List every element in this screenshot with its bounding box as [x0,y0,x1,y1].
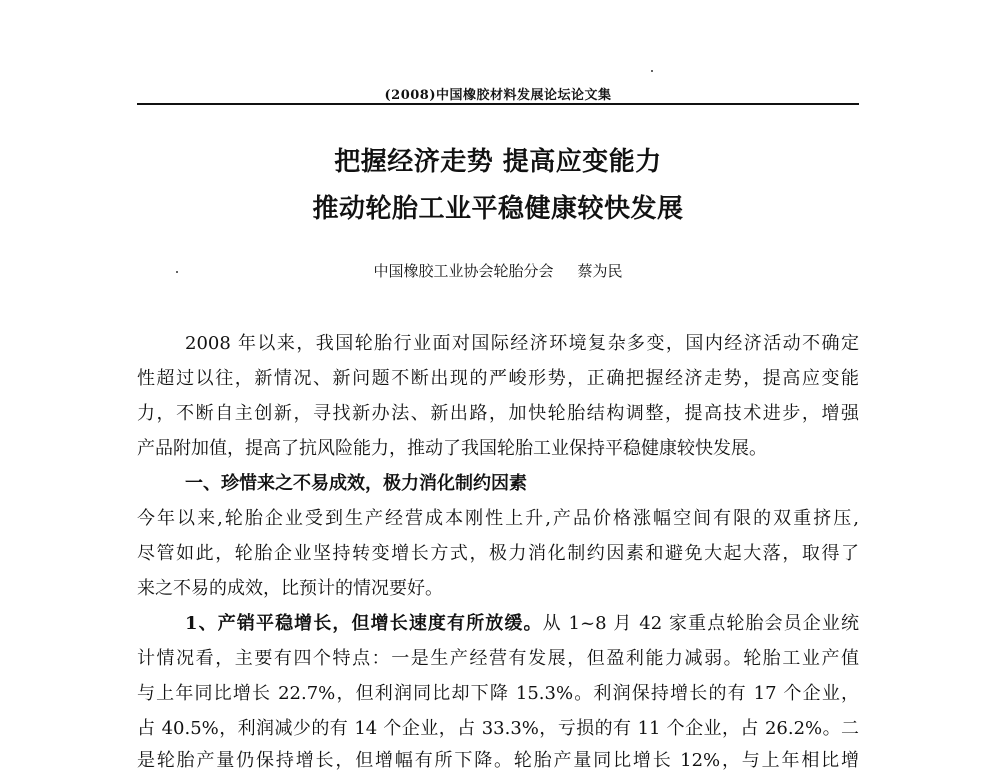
body-line: 计情况看，主要有四个特点：一是生产经营有发展，但盈利能力减弱。轮胎工业产值 [137,648,859,669]
body-line [185,609,859,639]
body-line: 是轮胎产量仍保持增长，但增幅有所下降。轮胎产量同比增长 12%，与上年相比增 [137,750,859,771]
body-line: 力，不断自主创新，寻找新办法、新出路，加快轮胎结构调整，提高技术进步，增强 [137,403,859,424]
body-line: 尽管如此，轮胎企业坚持转变增长方式，极力消化制约因素和避免大起大落，取得了 [137,543,859,564]
scan-speck [651,70,653,72]
body-line: 与上年同比增长 22.7%，但利润同比却下降 15.3%。利润保持增长的有 17 个企业， [137,683,859,704]
body-line: 来之不易的成效，比预计的情况要好。 [137,578,443,599]
body-line: 占 40.5%，利润减少的有 14 个企业，占 33.3%，亏损的有 11 个企业，占 26.2%。二 [137,718,859,739]
byline-author: 蔡为民 [577,262,623,280]
header-rule [137,103,859,105]
subsection-lead: 1、产销平稳增长，但增长速度有所放缓。 [185,613,543,634]
body-line: 今年以来,轮胎企业受到生产经营成本刚性上升,产品价格涨幅空间有限的双重挤压, [137,508,859,529]
title-line-2: 推动轮胎工业平稳健康较快发展 [312,194,684,224]
title-line-1: 把握经济走势 提高应变能力 [334,147,662,177]
byline-organization: 中国橡胶工业协会轮胎分会 [373,262,554,280]
body-line: 产品附加值，提高了抗风险能力，推动了我国轮胎工业保持平稳健康较快发展。 [137,438,767,459]
running-header: (2008)中国橡胶材料发展论坛论文集 [384,88,612,103]
body-line: 2008 年以来，我国轮胎行业面对国际经济环境复杂多变，国内经济活动不确定 [185,333,859,354]
body-line-rest: 从 1~8 月 42 家重点轮胎会员企业统 [542,613,859,634]
section-heading: 一、珍惜来之不易成效，极力消化制约因素 [185,473,527,494]
body-line: 性超过以往，新情况、新问题不断出现的严峻形势，正确把握经济走势，提高应变能 [137,368,859,389]
byline [137,260,859,281]
